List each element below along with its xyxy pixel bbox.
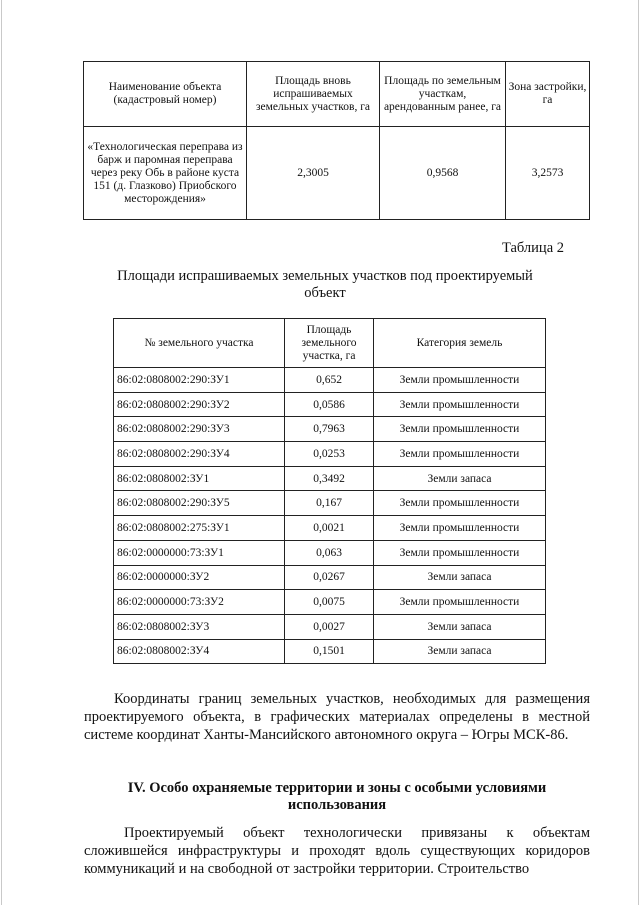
header-object-name: Наименование объекта (кадастровый номер)	[84, 62, 247, 127]
plot-area: 0,063	[285, 540, 374, 565]
leased-area-value: 0,9568	[380, 127, 506, 220]
plot-number: 86:02:0808002:ЗУ3	[114, 614, 285, 639]
object-name: «Технологическая переправа из барж и паромная переправа через реку Обь в районе куста 151 (д. Глазково) Приобского месторождения»	[84, 127, 247, 220]
table-title: Площади испрашиваемых земельных участков под проектируемый объект	[117, 268, 533, 301]
plot-area: 0,0027	[285, 614, 374, 639]
plot-area: 0,167	[285, 491, 374, 516]
land-category: Земли промышленности	[374, 392, 546, 417]
plot-number: 86:02:0808002:275:ЗУ1	[114, 516, 285, 541]
zone-value: 3,2573	[506, 127, 590, 220]
section-heading: IV. Особо охраняемые территории и зоны с особыми условиями использования	[127, 780, 547, 813]
plot-area: 0,0253	[285, 442, 374, 467]
table-header-row	[114, 319, 546, 368]
land-category: Земли промышленности	[374, 417, 546, 442]
page-edge-right	[638, 0, 639, 905]
object-area-table	[83, 61, 590, 220]
plot-number: 86:02:0000000:ЗУ2	[114, 565, 285, 590]
table-row	[114, 491, 546, 516]
plot-area: 0,7963	[285, 417, 374, 442]
coordinates-paragraph: Координаты границ земельных участков, необходимых для размещения проектируемого объекта, в графических материалах определены в местной системе координат Ханты-Мансийского автономного округа – Югры МСК-86.	[84, 691, 590, 743]
plot-area: 0,1501	[285, 639, 374, 664]
land-category: Земли промышленности	[374, 516, 546, 541]
land-category: Земли запаса	[374, 639, 546, 664]
table-row	[114, 417, 546, 442]
table-row	[114, 368, 546, 393]
plot-area: 0,0586	[285, 392, 374, 417]
new-area-value: 2,3005	[247, 127, 380, 220]
header-new-area: Площадь вновь испрашиваемых земельных участков, га	[247, 62, 380, 127]
header-leased-area: Площадь по земельным участкам, арендованным ранее, га	[380, 62, 506, 127]
table-row	[114, 392, 546, 417]
table-row	[114, 466, 546, 491]
plot-number: 86:02:0808002:ЗУ4	[114, 639, 285, 664]
table-row	[114, 614, 546, 639]
plot-area: 0,0021	[285, 516, 374, 541]
header-plot-area: Площадь земельного участка, га	[285, 319, 374, 368]
header-zone: Зона застройки, га	[506, 62, 590, 127]
land-category: Земли промышленности	[374, 442, 546, 467]
plot-number: 86:02:0808002:290:ЗУ3	[114, 417, 285, 442]
table-header-row	[84, 62, 590, 127]
plot-number: 86:02:0808002:ЗУ1	[114, 466, 285, 491]
plot-area: 0,652	[285, 368, 374, 393]
land-category: Земли промышленности	[374, 491, 546, 516]
plot-area: 0,0075	[285, 590, 374, 615]
land-category: Земли запаса	[374, 614, 546, 639]
plot-number: 86:02:0808002:290:ЗУ2	[114, 392, 285, 417]
land-category: Земли запаса	[374, 565, 546, 590]
plot-number: 86:02:0808002:290:ЗУ1	[114, 368, 285, 393]
plot-number: 86:02:0808002:290:ЗУ4	[114, 442, 285, 467]
table-row	[114, 565, 546, 590]
table-row	[114, 516, 546, 541]
table-row	[114, 540, 546, 565]
plot-number: 86:02:0000000:73:ЗУ1	[114, 540, 285, 565]
header-plot-number: № земельного участка	[114, 319, 285, 368]
plot-area: 0,0267	[285, 565, 374, 590]
plot-number: 86:02:0808002:290:ЗУ5	[114, 491, 285, 516]
plot-area: 0,3492	[285, 466, 374, 491]
table-caption: Таблица 2	[501, 240, 564, 256]
table-row	[114, 590, 546, 615]
infrastructure-paragraph: Проектируемый объект технологически привязаны к объектам сложившейся инфраструктуры и проходят вдоль существующих коридоров коммуникаций и на свободной от застройки территории. Строительство	[84, 825, 590, 877]
land-category: Земли промышленности	[374, 590, 546, 615]
land-category: Земли промышленности	[374, 368, 546, 393]
land-category: Земли промышленности	[374, 540, 546, 565]
land-category: Земли запаса	[374, 466, 546, 491]
table-row	[114, 639, 546, 664]
header-land-category: Категория земель	[374, 319, 546, 368]
table-row	[84, 127, 590, 220]
land-plots-table	[113, 318, 546, 664]
table-row	[114, 442, 546, 467]
page-edge-left	[1, 0, 2, 905]
plot-number: 86:02:0000000:73:ЗУ2	[114, 590, 285, 615]
